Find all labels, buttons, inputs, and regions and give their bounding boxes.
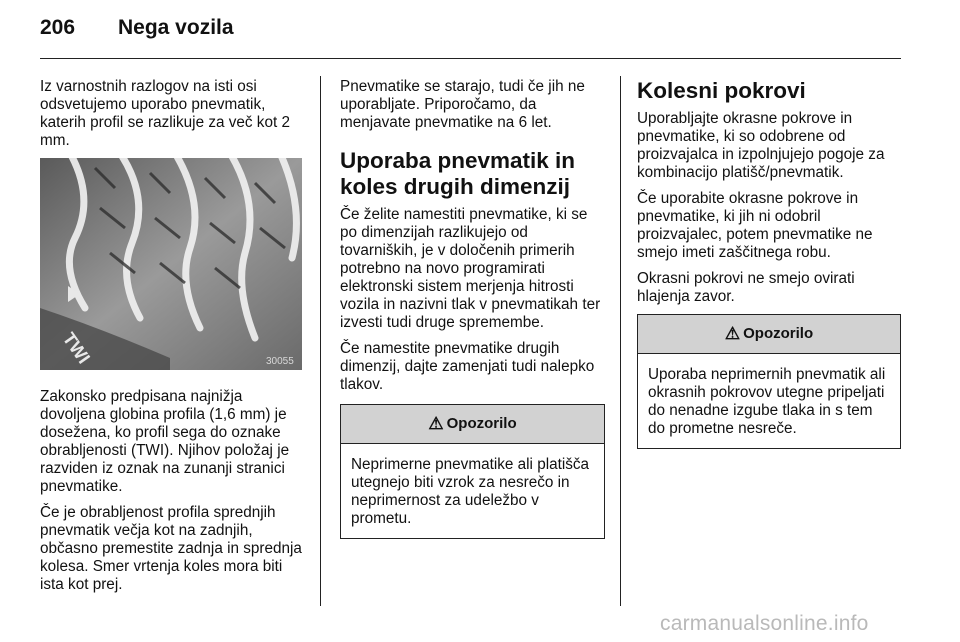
intro-paragraph: Iz varnostnih razlogov na isti osi odsvetujemo uporabo pnevmatik, katerih profil se razlikuje za več kot 2 mm. — [40, 78, 290, 149]
twi-paragraph: Zakonsko predpisana najnižja dovoljena globina profila (1,6 mm) je dosežena, ko profil sega do oznake obrabljenosti (TWI). Njihov položaj je razviden iz oznak na zunanji stranici pnevmatike. — [40, 388, 290, 495]
front-wear-paragraph: Če je obrabljenost profila sprednjih pnevmatik večja kot na zadnjih, občasno premestite zadnja in sprednja kolesa. Smer vrtenja koles mora biti ista kot prej. — [40, 504, 302, 593]
warning-header — [341, 405, 604, 444]
warning-title: Opozorilo — [446, 415, 517, 432]
warning-box — [637, 314, 901, 449]
column-divider-2 — [620, 76, 621, 606]
warning-text: Neprimerne pnevmatike ali platišča utegnejo biti vzrok za nesrečo in neprimernost za udeležbo v prometu. — [351, 456, 590, 527]
warning-triangle-icon: ⚠ — [428, 414, 444, 433]
warning-triangle-icon: ⚠ — [724, 324, 741, 343]
section-heading-wheel-covers: Kolesni pokrovi — [637, 78, 806, 103]
warning-text: Uporaba neprimernih pnevmatik ali okrasnih pokrovov utegne pripeljati do nenadne izgube tlaka in s tem do prometne nesreče. — [648, 366, 886, 437]
column-3 — [637, 78, 901, 449]
watermark: carmanualsonline.info — [660, 612, 869, 635]
dimensions-paragraph-2: Če namestite pnevmatike drugih dimenzij, dajte zamenjati tudi nalepko tlakov. — [340, 340, 595, 393]
aging-paragraph: Pnevmatike se starajo, tudi če jih ne uporabljate. Priporočamo, da menjavate pnevmatike na 6 let. — [340, 78, 585, 131]
warning-box — [340, 404, 605, 539]
image-code: 30055 — [266, 356, 294, 367]
page-number: 206 — [40, 16, 76, 39]
column-2 — [340, 78, 605, 539]
wheel-covers-paragraph-2: Če uporabite okrasne pokrove in pnevmatike, ki jih ni odobril proizvajalec, potem pnevmatike ne smejo imeti zaščitnega robu. — [637, 190, 873, 261]
page-header — [40, 16, 234, 46]
header-divider — [40, 58, 901, 59]
twi-mark: TWI — [58, 328, 95, 368]
section-heading-dimensions: Uporaba pnevmatik in koles drugih dimenzij — [340, 148, 576, 199]
column-1 — [40, 78, 310, 602]
warning-header — [638, 315, 900, 354]
warning-title: Opozorilo — [743, 325, 814, 342]
wheel-covers-paragraph-1: Uporabljajte okrasne pokrove in pnevmatike, ki so odobrene od proizvajalca in izpolnjujejo pogoje za kombinacijo platišč/pnevmatik. — [637, 110, 885, 181]
wheel-covers-paragraph-3: Okrasni pokrovi ne smejo ovirati hlajenja zavor. — [637, 270, 855, 305]
tire-tread-illustration — [40, 158, 302, 370]
page-title: Nega vozila — [118, 16, 234, 39]
column-divider-1 — [320, 76, 321, 606]
dimensions-paragraph-1: Če želite namestiti pnevmatike, ki se po dimenzijah razlikujejo od tovarniških, je v določenih primerih potrebno na novo programirati elektronski sistem merjenja hitrosti vozila in nazivni tlak v pnevmatikah ter izvesti tudi druge spremembe. — [340, 206, 601, 331]
